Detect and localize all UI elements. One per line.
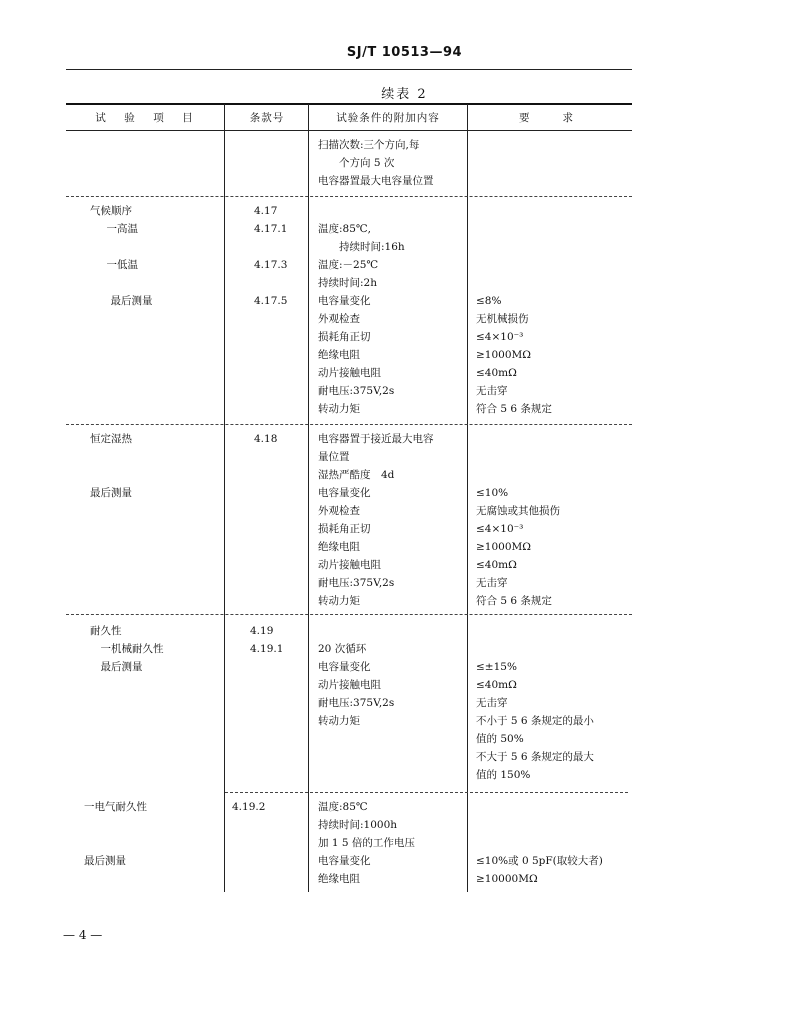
conditions-line: 持续时间:1000h — [318, 819, 398, 831]
conditions-line: 温度:85℃ — [318, 801, 368, 813]
section-separator — [225, 792, 628, 793]
test-item: 最后测量 — [100, 295, 153, 307]
clause-number: 4.19 — [250, 625, 274, 637]
conditions-line: 损耗角正切 — [318, 523, 371, 535]
conditions-line: 外观检查 — [318, 313, 360, 325]
requirement-line: 无击穿 — [476, 385, 508, 397]
requirement-line: ≤±15% — [476, 661, 517, 673]
conditions-line: 电容量变化 — [318, 855, 371, 867]
column-divider — [467, 104, 468, 892]
conditions-line: 绝缘电阻 — [318, 873, 360, 885]
requirement-line: ≤4×10⁻³ — [476, 331, 524, 343]
requirement-line: ≤4×10⁻³ — [476, 523, 524, 535]
requirement-line: ≤40mΩ — [476, 367, 517, 379]
requirement-line: 无腐蚀或其他损伤 — [476, 505, 560, 517]
column-divider — [224, 104, 225, 892]
table-top-rule — [66, 103, 632, 105]
test-item: 恒定湿热 — [90, 433, 132, 445]
test-item: 一机械耐久性 — [90, 643, 164, 655]
conditions-line: 20 次循环 — [318, 643, 367, 655]
clause-number: 4.19.1 — [250, 643, 284, 655]
conditions-line: 耐电压:375V,2s — [318, 385, 395, 397]
document-code: SJ/T 10513—94 — [346, 45, 463, 60]
column-header-item: 试 验 项 目 — [95, 112, 197, 124]
requirement-line: ≥1000MΩ — [476, 541, 531, 553]
requirement-line: 符合 5 6 条规定 — [476, 595, 552, 607]
column-header-requirement: 要 求 — [519, 112, 577, 124]
conditions-line: 转动力矩 — [318, 403, 360, 415]
requirement-line: ≤40mΩ — [476, 679, 517, 691]
conditions-line: 转动力矩 — [318, 595, 360, 607]
requirement-line: 值的 150% — [476, 769, 531, 781]
requirement-line: ≤8% — [476, 295, 502, 307]
section-separator — [66, 614, 632, 615]
requirement-line: ≤10% — [476, 487, 509, 499]
requirement-line: ≥1000MΩ — [476, 349, 531, 361]
requirement-line: ≤40mΩ — [476, 559, 517, 571]
clause-number: 4.19.2 — [232, 801, 266, 813]
section-separator — [66, 424, 632, 425]
conditions-line: 电容器置最大电容量位置 — [318, 175, 434, 187]
requirement-line: 不大于 5 6 条规定的最大 — [476, 751, 594, 763]
conditions-line: 耐电压:375V,2s — [318, 577, 395, 589]
conditions-line: 个方向 5 次 — [318, 157, 395, 169]
requirement-line: 无机械损伤 — [476, 313, 529, 325]
conditions-line: 温度:85℃, — [318, 223, 371, 235]
test-item: 一电气耐久性 — [84, 801, 147, 813]
test-item: 气候顺序 — [90, 205, 132, 217]
requirement-line: 符合 5 6 条规定 — [476, 403, 552, 415]
column-divider — [308, 104, 309, 892]
test-item: 最后测量 — [90, 661, 143, 673]
clause-number: 4.17 — [254, 205, 278, 217]
conditions-line: 绝缘电阻 — [318, 349, 360, 361]
column-header-clause: 条款号 — [249, 112, 285, 124]
conditions-line: 持续时间:16h — [318, 241, 405, 253]
requirement-line: 不小于 5 6 条规定的最小 — [476, 715, 594, 727]
test-item: 一低温 — [96, 259, 138, 271]
conditions-line: 动片接触电阻 — [318, 679, 381, 691]
header-rule — [66, 69, 632, 70]
table-title: 续表 2 — [381, 87, 428, 102]
conditions-line: 转动力矩 — [318, 715, 360, 727]
clause-number: 4.17.1 — [254, 223, 288, 235]
section-separator — [66, 196, 632, 197]
conditions-line: 扫描次数:三个方向,每 — [318, 139, 420, 151]
test-item: 耐久性 — [90, 625, 122, 637]
conditions-line: 电容量变化 — [318, 487, 371, 499]
clause-number: 4.18 — [254, 433, 278, 445]
conditions-line: 温度:－25℃ — [318, 259, 379, 271]
page-number: — 4 — — [63, 928, 103, 942]
conditions-line: 外观检查 — [318, 505, 360, 517]
conditions-line: 动片接触电阻 — [318, 367, 381, 379]
test-item: 最后测量 — [90, 487, 132, 499]
clause-number: 4.17.3 — [254, 259, 288, 271]
requirement-line: 无击穿 — [476, 577, 508, 589]
conditions-line: 耐电压:375V,2s — [318, 697, 395, 709]
conditions-line: 湿热严酷度 4d — [318, 469, 395, 481]
requirement-line: ≥10000MΩ — [476, 873, 538, 885]
conditions-line: 持续时间:2h — [318, 277, 377, 289]
conditions-line: 电容量变化 — [318, 661, 371, 673]
requirement-line: 无击穿 — [476, 697, 508, 709]
header-bottom-rule — [66, 130, 632, 131]
conditions-line: 量位置 — [318, 451, 350, 463]
conditions-line: 电容量变化 — [318, 295, 371, 307]
clause-number: 4.17.5 — [254, 295, 288, 307]
column-header-conditions: 试验条件的附加内容 — [336, 112, 440, 124]
conditions-line: 加 1 5 倍的工作电压 — [318, 837, 415, 849]
conditions-line: 动片接触电阻 — [318, 559, 381, 571]
requirement-line: 值的 50% — [476, 733, 524, 745]
test-item: 一高温 — [96, 223, 138, 235]
conditions-line: 损耗角正切 — [318, 331, 371, 343]
conditions-line: 电容器置于接近最大电容 — [318, 433, 434, 445]
conditions-line: 绝缘电阻 — [318, 541, 360, 553]
test-item: 最后测量 — [84, 855, 126, 867]
requirement-line: ≤10%或 0 5pF(取较大者) — [476, 855, 603, 867]
